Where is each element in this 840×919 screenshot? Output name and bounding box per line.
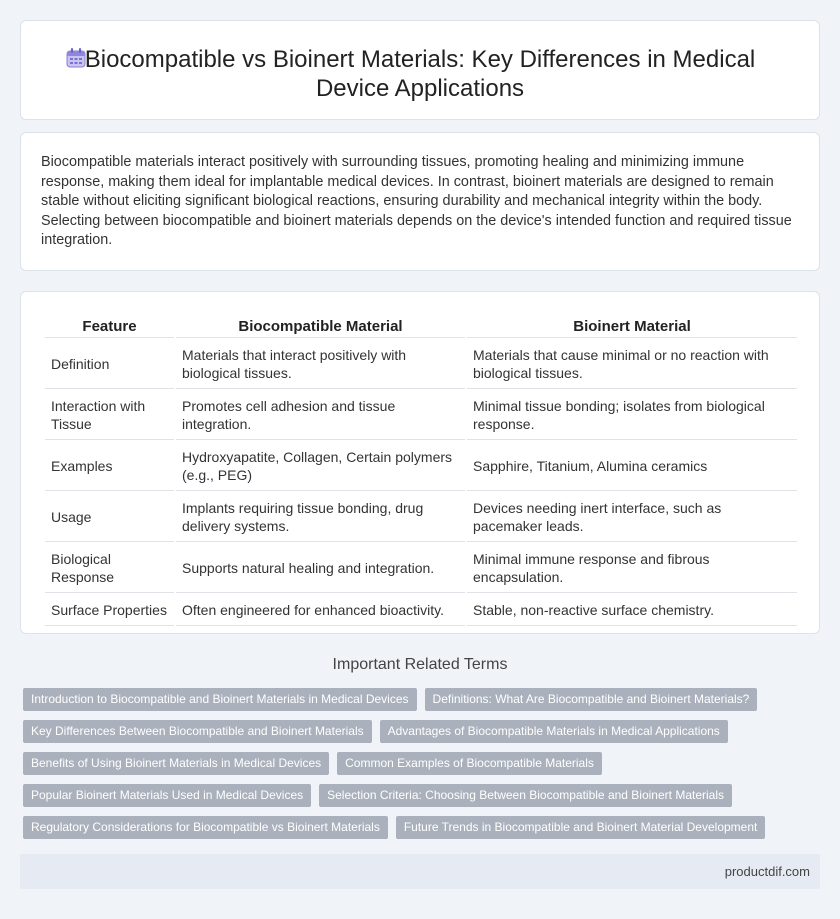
comparison-table (43, 314, 799, 628)
intro-card (20, 132, 820, 271)
row-biocompatible: Often engineered for enhanced bioactivity. (176, 595, 465, 626)
row-biocompatible: Promotes cell adhesion and tissue integration. (176, 391, 465, 440)
row-feature: Usage (45, 493, 174, 542)
row-bioinert: Sapphire, Titanium, Alumina ceramics (467, 442, 797, 491)
row-biocompatible: Hydroxyapatite, Collagen, Certain polymers (e.g., PEG) (176, 442, 465, 491)
related-term-tag[interactable]: Definitions: What Are Biocompatible and Bioinert Materials? (425, 688, 758, 711)
related-term-tag[interactable]: Regulatory Considerations for Biocompatible vs Bioinert Materials (23, 816, 388, 839)
table-row (45, 340, 797, 389)
row-bioinert: Devices needing inert interface, such as pacemaker leads. (467, 493, 797, 542)
comparison-card (20, 291, 820, 634)
related-term-tag[interactable]: Benefits of Using Bioinert Materials in Medical Devices (23, 752, 329, 775)
table-row (45, 595, 797, 626)
related-term-tag[interactable]: Advantages of Biocompatible Materials in Medical Applications (380, 720, 728, 743)
row-bioinert: Minimal tissue bonding; isolates from biological response. (467, 391, 797, 440)
header-biocompatible: Biocompatible Material (176, 316, 465, 338)
page-title: Biocompatible vs Bioinert Materials: Key Differences in Medical Device Applications (84, 46, 756, 102)
table-header-row (45, 316, 797, 338)
table-row (45, 442, 797, 491)
header-feature: Feature (45, 316, 174, 338)
row-biocompatible: Supports natural healing and integration. (176, 544, 465, 593)
table-row (45, 493, 797, 542)
header-bioinert: Bioinert Material (467, 316, 797, 338)
table-row (45, 544, 797, 593)
intro-paragraph: Biocompatible materials interact positively with surrounding tissues, promoting healing and minimizing immune response, making them ideal for implantable medical devices. In contrast, bioinert materials are designed to remain stable without eliciting significant biological reactions, ensuring durability and mechanical integrity within the body. Selecting between biocompatible and bioinert materials depends on the device's intended function and required tissue integration. (41, 154, 792, 248)
row-bioinert: Stable, non-reactive surface chemistry. (467, 595, 797, 626)
related-term-tag[interactable]: Popular Bioinert Materials Used in Medical Devices (23, 784, 311, 807)
row-bioinert: Minimal immune response and fibrous encapsulation. (467, 544, 797, 593)
row-biocompatible: Materials that interact positively with biological tissues. (176, 340, 465, 389)
related-term-tag[interactable]: Common Examples of Biocompatible Materials (337, 752, 602, 775)
related-terms-heading: Important Related Terms (332, 656, 508, 673)
related-term-tag[interactable]: Selection Criteria: Choosing Between Biocompatible and Bioinert Materials (319, 784, 732, 807)
footer-site-link[interactable]: productdif.com (724, 864, 810, 879)
row-feature: Examples (45, 442, 174, 491)
row-feature: Interaction with Tissue (45, 391, 174, 440)
related-term-tag[interactable]: Future Trends in Biocompatible and Bioinert Material Development (396, 816, 766, 839)
related-term-tag[interactable]: Introduction to Biocompatible and Bioinert Materials in Medical Devices (23, 688, 417, 711)
header-card (20, 20, 820, 120)
table-row (45, 391, 797, 440)
footer (20, 854, 820, 889)
row-feature: Surface Properties (45, 595, 174, 626)
related-terms-list (23, 688, 823, 848)
row-bioinert: Materials that cause minimal or no reaction with biological tissues. (467, 340, 797, 389)
row-feature: Biological Response (45, 544, 174, 593)
row-biocompatible: Implants requiring tissue bonding, drug delivery systems. (176, 493, 465, 542)
row-feature: Definition (45, 340, 174, 389)
related-term-tag[interactable]: Key Differences Between Biocompatible and Bioinert Materials (23, 720, 372, 743)
